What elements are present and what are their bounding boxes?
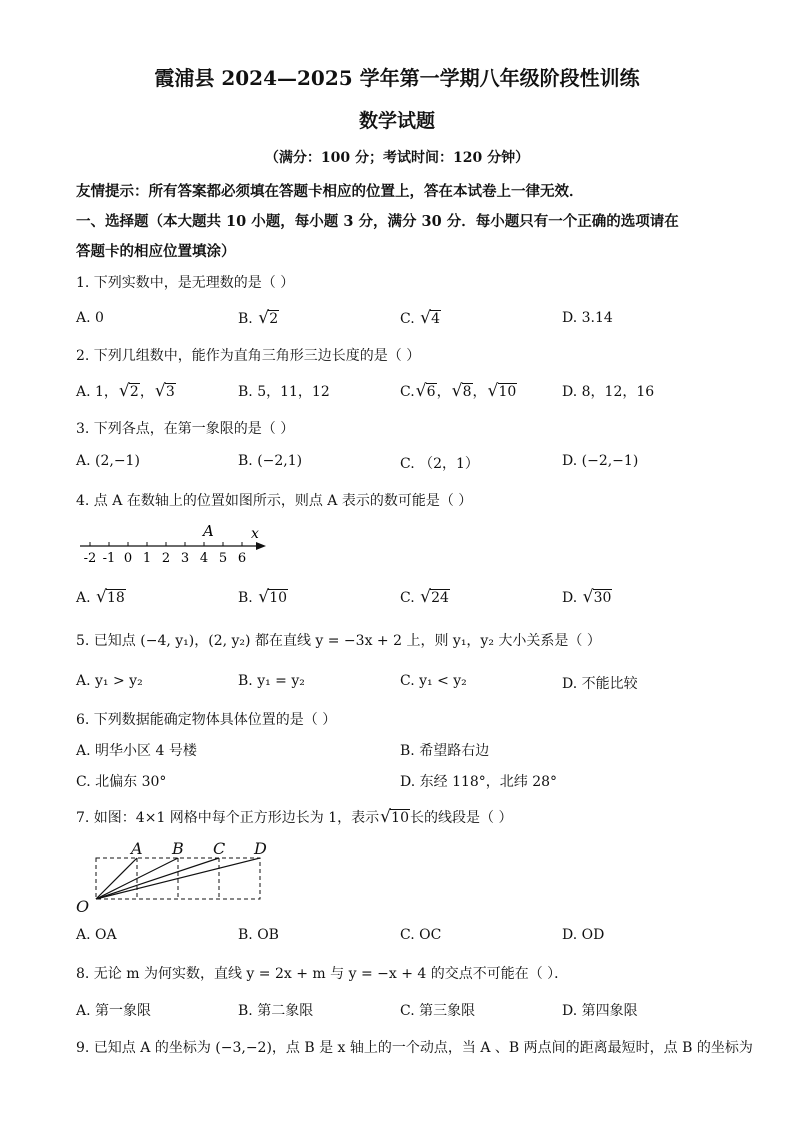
axis-x-label: x (251, 526, 259, 542)
q2-option-b: B. 5，11，12 (238, 384, 330, 400)
q5-option-c: C. y₁ < y₂ (400, 673, 467, 689)
q2-a-label: A. 1， (76, 384, 118, 400)
grid-label-b: B (172, 839, 184, 858)
q1-b-radicand: 2 (269, 311, 279, 327)
number-line-tick-label: 4 (199, 551, 209, 566)
q4-a-radical (97, 589, 126, 606)
q7-stem (76, 807, 512, 827)
q2-a-radical-2 (156, 383, 176, 400)
q4-option-a (76, 589, 126, 606)
q3-option-a: A. (2,−1) (76, 453, 140, 469)
q2-option-c (400, 381, 517, 401)
q7-option-d: D. OD (562, 927, 605, 943)
q7-option-b: B. OB (238, 927, 279, 943)
segment-oa (96, 858, 137, 899)
q9-stem: 9. 已知点 A 的坐标为 (−3,−2)，点 B 是 x 轴上的一个动点，当 A 、B 两点间的距离最短时，点 B 的坐标为 (76, 1040, 753, 1056)
segment-od (96, 858, 260, 899)
q8-option-d: D. 第四象限 (562, 1003, 638, 1019)
notice: 友情提示：所有答案都必须填在答题卡相应的位置上，答在本试卷上一律无效． (76, 183, 584, 200)
q7-stem-radical (381, 809, 410, 826)
number-line-tick-label: 0 (123, 551, 133, 566)
q2-a-radicand-1: 2 (129, 384, 139, 400)
q1-option-a: A. 0 (76, 310, 104, 326)
q2-c-radicand-1: 6 (426, 384, 436, 400)
q5-option-b: B. y₁ = y₂ (238, 673, 305, 689)
q4-c-radicand: 24 (431, 590, 449, 606)
number-line-tick-label: 2 (161, 551, 171, 566)
q2-c-radical-1 (417, 383, 437, 400)
q2-a-sep: ， (139, 384, 154, 400)
q7-stem-radicand: 10 (391, 810, 409, 826)
q2-c-label: C. (400, 384, 415, 400)
grid-figure (72, 838, 272, 918)
number-line-tick-label: 6 (237, 551, 247, 566)
q1-c-label: C. (400, 311, 415, 327)
number-line-tick-label: 1 (142, 551, 152, 566)
grid-label-o: O (76, 897, 90, 916)
q3-option-b: B. (−2,1) (238, 453, 303, 469)
grid-label-c: C (213, 839, 226, 858)
q4-c-radical (421, 589, 450, 606)
q1-option-c (400, 310, 441, 327)
q5-option-d: D. 不能比较 (562, 676, 638, 692)
q2-a-radical-1 (120, 383, 140, 400)
q3-option-c: C. （2，1） (400, 456, 479, 472)
q3-stem: 3. 下列各点，在第一象限的是（ ） (76, 421, 295, 437)
q4-a-radicand: 18 (107, 590, 125, 606)
q2-c-radical-3 (489, 383, 518, 400)
q4-c-label: C. (400, 590, 415, 606)
q6-stem: 6. 下列数据能确定物体具体位置的是（ ） (76, 712, 337, 728)
q7-stem-b: 长的线段是（ ） (410, 810, 513, 826)
q4-b-radicand: 10 (269, 590, 288, 606)
q1-b-label: B. (238, 311, 253, 327)
q2-option-d: D. 8，12，16 (562, 384, 655, 400)
q1-c-radical (421, 310, 441, 327)
grid-label-a: A (131, 839, 143, 858)
exam-title: 霞浦县 2024—2025 学年第一学期八年级阶段性训练 (154, 66, 640, 90)
q2-c-radical-2 (453, 383, 473, 400)
q6-option-b: B. 希望路右边 (400, 743, 490, 759)
q4-a-label: A. (76, 590, 91, 606)
q4-d-radicand: 30 (593, 590, 612, 606)
q4-option-d (562, 589, 612, 606)
q8-option-c: C. 第三象限 (400, 1003, 476, 1019)
q7-option-c: C. OC (400, 927, 442, 943)
q2-c-radicand-2: 8 (462, 384, 472, 400)
q8-stem: 8. 无论 m 为何实数，直线 y = 2x + m 与 y = −x + 4 的交点不可能在（ ）． (76, 966, 569, 982)
q4-stem: 4. 点 A 在数轴上的位置如图所示，则点 A 表示的数可能是（ ） (76, 493, 473, 509)
q1-c-radicand: 4 (431, 311, 441, 327)
q8-option-a: A. 第一象限 (76, 1003, 152, 1019)
segment-oc (96, 858, 219, 899)
q8-option-b: B. 第二象限 (238, 1003, 314, 1019)
point-a-label: A (203, 522, 214, 540)
q1-stem: 1. 下列实数中，是无理数的是（ ） (76, 275, 295, 291)
exam-meta: （满分：100 分；考试时间：120 分钟） (264, 150, 530, 166)
q5-option-a: A. y₁ > y₂ (76, 673, 143, 689)
q1-option-d: D. 3.14 (562, 310, 613, 326)
grid-label-d: D (254, 839, 267, 858)
q7-option-a: A. OA (76, 927, 117, 943)
q4-option-b (238, 589, 288, 606)
segments (96, 858, 260, 899)
q2-a-radicand-2: 3 (165, 384, 175, 400)
number-line-tick-label: 3 (180, 551, 190, 566)
section-heading-line1: 一、选择题（本大题共 10 小题，每小题 3 分，满分 30 分．每小题只有一个正确的选项请在 (76, 213, 679, 230)
q4-d-label: D. (562, 590, 578, 606)
q2-c-sep-1: ， (436, 384, 451, 400)
q6-option-c: C. 北偏东 30° (76, 774, 167, 790)
number-line-tick-label: -1 (102, 551, 116, 566)
q2-option-a (76, 381, 176, 401)
q6-option-a: A. 明华小区 4 号楼 (76, 743, 197, 759)
section-heading-line2: 答题卡的相应位置填涂） (76, 243, 236, 260)
q7-stem-a: 7. 如图：4×1 网格中每个正方形边长为 1，表示 (76, 810, 380, 826)
q2-c-radicand-3: 10 (498, 384, 517, 400)
q4-d-radical (584, 589, 613, 606)
q3-option-d: D. (−2,−1) (562, 453, 639, 469)
q4-b-label: B. (238, 590, 253, 606)
q4-b-radical (259, 589, 288, 606)
segment-ob (96, 858, 178, 899)
q5-stem: 5. 已知点 (−4, y₁)，(2, y₂) 都在直线 y = −3x + 2 上，则 y₁，y₂ 大小关系是（ ） (76, 633, 601, 649)
q2-c-sep-2: ， (472, 384, 487, 400)
number-line-tick-label: -2 (83, 551, 97, 566)
q1-b-radical (259, 310, 279, 327)
q1-option-b (238, 310, 279, 327)
number-line-tick-label: 5 (218, 551, 228, 566)
q4-option-c (400, 589, 450, 606)
q2-stem: 2. 下列几组数中，能作为直角三角形三边长度的是（ ） (76, 348, 421, 364)
number-line-arrow (256, 542, 266, 550)
exam-subtitle: 数学试题 (358, 110, 435, 132)
q6-option-d: D. 东经 118°，北纬 28° (400, 774, 558, 790)
number-line-figure (76, 522, 276, 570)
